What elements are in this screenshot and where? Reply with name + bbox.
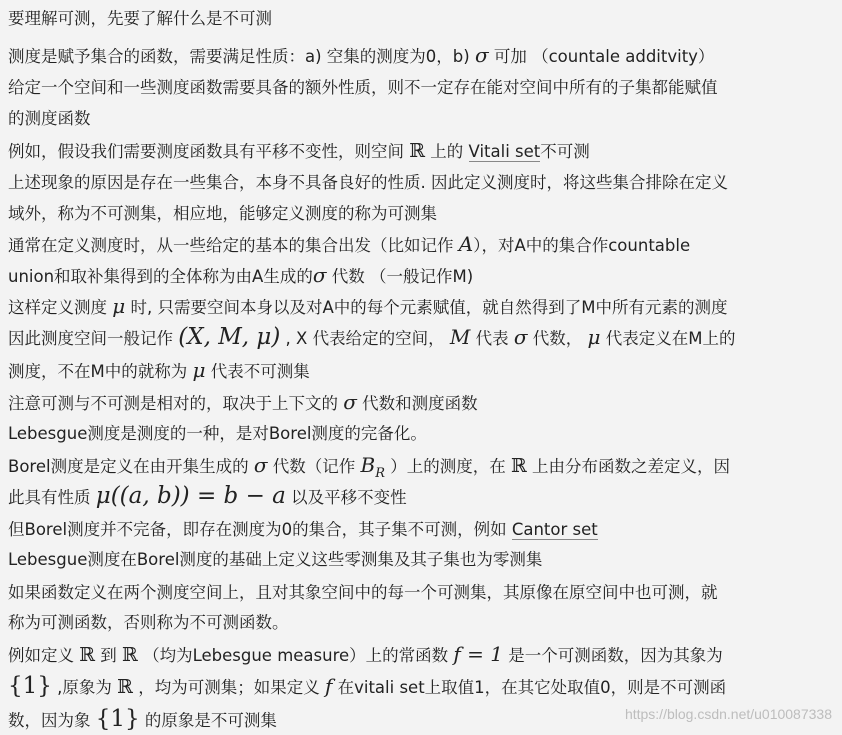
sigma-symbol: σ	[253, 453, 268, 477]
mu-symbol: μ	[587, 325, 601, 349]
line-10: 这样定义测度 μ 时, 只需要空间本身以及对A中的每个元素赋值，就自然得到了M中所有元素的测度	[8, 294, 728, 318]
set-a-symbol: A	[458, 232, 474, 256]
line-18: Lebesgue测度在Borel测度的基础上定义这些零测集及其子集也为零测集	[8, 550, 543, 569]
line-21: 例如定义 ℝ 到 ℝ （均为Lebesgue measure）上的常函数 f = 1 是一个可测函数，因为其象为	[8, 642, 723, 666]
line-6: 上述现象的原因是存在一些集合，本身不具备良好的性质. 因此定义测度时，将这些集合排除在定义	[8, 173, 728, 192]
real-numbers-symbol: ℝ	[79, 644, 96, 666]
line-1: 要理解可测，先要了解什么是不可测	[8, 9, 272, 28]
line-15: Borel测度是定义在由开集生成的 σ 代数（记作 $B_R$ ）上的测度，在 ℝ 上由分布函数之差定义，因	[8, 453, 731, 481]
line-2: 测度是赋予集合的函数，需要满足性质：a) 空集的测度为0，b) σ 可加 （countale additvity）	[8, 43, 715, 67]
mu-symbol: μ	[112, 294, 126, 318]
line-13: 注意可测与不可测是相对的，取决于上下文的 σ 代数和测度函数	[8, 390, 478, 414]
line-22: {1} ,原象为 ℝ ，均为可测集；如果定义 f 在vitali set上取值1，在其它处取值0，则是不可测函	[8, 673, 727, 699]
mu-symbol: μ	[192, 358, 206, 382]
real-numbers-symbol: ℝ	[117, 676, 133, 698]
real-numbers-symbol: ℝ	[122, 644, 138, 666]
line-23: 数，因为象 {1} 的原象是不可测集	[8, 706, 277, 732]
line-5: 例如，假设我们需要测度函数具有平移不变性，则空间 ℝ 上的 Vitali set不可测	[8, 140, 590, 162]
m-symbol: M	[449, 325, 471, 349]
singleton-set: {1}	[8, 673, 52, 699]
sigma-symbol: σ	[474, 43, 489, 67]
line-20: 称为可测函数，否则称为不可测函数。	[8, 613, 289, 632]
real-numbers-symbol: ℝ	[510, 455, 527, 477]
measure-space-tuple: (X, M, μ)	[178, 324, 281, 350]
line-11: 因此测度空间一般记作 (X, M, μ) , X 代表给定的空间， M 代表 σ 代数， μ 代表定义在M上的	[8, 324, 736, 350]
line-3: 给定一个空间和一些测度函数需要具备的额外性质，则不一定存在能对空间中所有的子集都能赋值	[8, 78, 718, 97]
line-17: 但Borel测度并不完备，即存在测度为0的集合，其子集不可测，例如 Cantor set	[8, 520, 598, 539]
line-7: 域外，称为不可测集，相应地，能够定义测度的称为可测集	[8, 204, 437, 223]
sigma-symbol: σ	[312, 263, 327, 287]
singleton-set: {1}	[95, 706, 140, 732]
borel-b-symbol: $B_R$	[360, 453, 385, 481]
constant-function-formula: f = 1	[453, 642, 504, 666]
line-4: 的测度函数	[8, 109, 91, 128]
watermark: https://blog.csdn.net/u010087338	[624, 706, 832, 722]
real-numbers-symbol: ℝ	[409, 140, 426, 162]
sigma-symbol: σ	[513, 325, 528, 349]
sigma-symbol: σ	[343, 390, 357, 414]
cantor-set-link[interactable]: Cantor set	[511, 520, 598, 539]
f-symbol: f	[324, 674, 333, 698]
line-8: 通常在定义测度时，从一些给定的基本的集合出发（比如记作 A），对A中的集合作countable	[8, 232, 691, 256]
vitali-set-link[interactable]: Vitali set	[468, 142, 541, 161]
line-16: 此具有性质 μ((a, b)) = b − a 以及平移不变性	[8, 483, 407, 509]
line-12: 测度，不在M中的就称为 μ 代表不可测集	[8, 358, 310, 382]
length-formula: μ((a, b)) = b − a	[95, 483, 286, 509]
line-19: 如果函数定义在两个测度空间上，且对其象空间中的每一个可测集，其原像在原空间中也可测，就	[8, 583, 718, 602]
line-14: Lebesgue测度是测度的一种，是对Borel测度的完备化。	[8, 424, 427, 443]
line-9: union和取补集得到的全体称为由A生成的σ 代数 （一般记作M)	[8, 263, 474, 287]
